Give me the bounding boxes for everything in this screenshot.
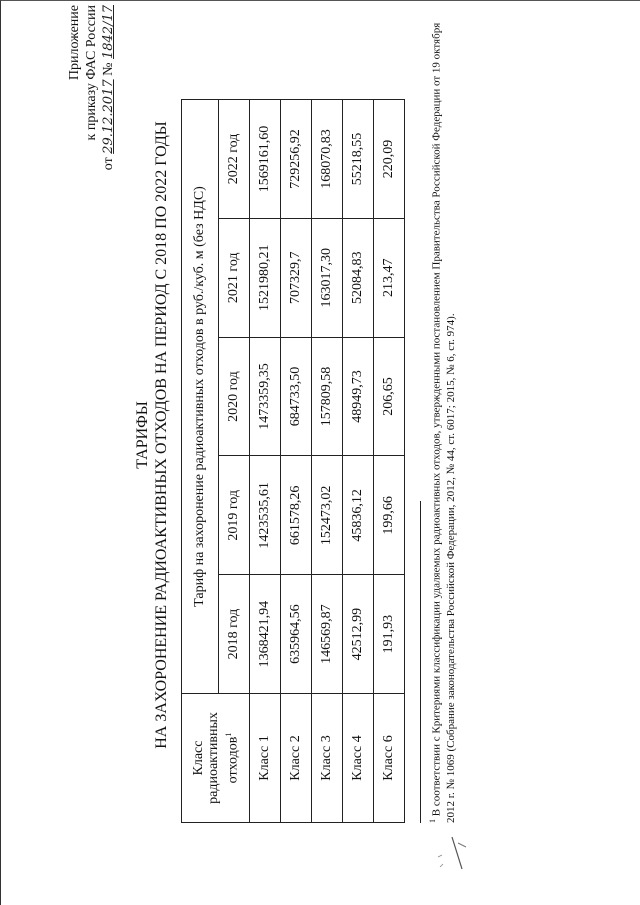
tariff-table	[181, 99, 405, 823]
appendix-number-label: №	[101, 62, 116, 76]
year-header: 2022 год	[219, 100, 250, 219]
tariff-cell: 213,47	[374, 218, 405, 337]
year-header: 2019 год	[219, 456, 250, 575]
title-line-1: ТАРИФЫ	[134, 401, 151, 469]
year-header: 2018 год	[219, 575, 250, 694]
pen-stroke-mark	[458, 843, 466, 847]
tariff-cell: 206,65	[374, 337, 405, 456]
tariff-cell: 157809,58	[312, 337, 343, 456]
footnote	[426, 17, 458, 823]
scan-speck-mark	[438, 855, 443, 867]
appendix-number: 1842/17	[101, 5, 116, 60]
class-header-line-1: Класс	[190, 740, 206, 776]
tariff-cell: 163017,30	[312, 218, 343, 337]
tariff-cell: 1473359,35	[250, 337, 281, 456]
tariff-group-header: Тариф на захоронение радиоактивных отходов в руб./куб. м (без НДС)	[182, 100, 219, 694]
tariff-cell: 45836,12	[343, 456, 374, 575]
tariff-cell: 1368421,94	[250, 575, 281, 694]
tariff-cell: 220,09	[374, 100, 405, 219]
class-header-footnote-mark: 1	[223, 732, 233, 737]
table-row	[250, 100, 281, 823]
tariff-cell: 1569161,60	[250, 100, 281, 219]
row-class-label: Класс 1	[250, 694, 281, 823]
table-row	[343, 100, 374, 823]
table-row	[312, 100, 343, 823]
document-title	[133, 55, 171, 815]
appendix-block	[66, 5, 117, 185]
tariff-cell: 55218,55	[343, 100, 374, 219]
appendix-date-line	[100, 5, 117, 185]
row-class-label: Класс 3	[312, 694, 343, 823]
tariff-cell: 707329,7	[281, 218, 312, 337]
appendix-date: 29.12.2017	[101, 79, 116, 154]
appendix-title: Приложение	[67, 5, 82, 81]
scan-marks	[432, 787, 472, 877]
tariff-cell: 661578,26	[281, 456, 312, 575]
class-header-line-3: отходов	[225, 736, 241, 784]
row-class-label: Класс 4	[343, 694, 374, 823]
title-line-2: НА ЗАХОРОНЕНИЕ РАДИОАКТИВНЫХ ОТХОДОВ НА ПЕРИОД С 2018 ПО 2022 ГОДЫ	[153, 121, 170, 749]
tariff-cell: 191,93	[374, 575, 405, 694]
pen-stroke-mark	[452, 837, 462, 869]
row-class-label: Класс 2	[281, 694, 312, 823]
class-header-line-2: радиоактивных	[205, 712, 221, 804]
tariff-cell: 146569,87	[312, 575, 343, 694]
appendix-from-label: от	[101, 157, 116, 171]
appendix-order: к приказу ФАС России	[84, 5, 99, 141]
row-class-label: Класс 6	[374, 694, 405, 823]
tariff-cell: 729256,92	[281, 100, 312, 219]
tariff-cell: 684733,50	[281, 337, 312, 456]
tariff-cell: 1521980,21	[250, 218, 281, 337]
tariff-cell: 42512,99	[343, 575, 374, 694]
tariff-cell: 48949,73	[343, 337, 374, 456]
tariff-cell: 52084,83	[343, 218, 374, 337]
year-header: 2021 год	[219, 218, 250, 337]
tariff-cell: 199,66	[374, 456, 405, 575]
tariff-cell: 152473,02	[312, 456, 343, 575]
class-column-header	[182, 694, 250, 823]
year-header: 2020 год	[219, 337, 250, 456]
table-row	[374, 100, 405, 823]
tariff-cell: 1423535,61	[250, 456, 281, 575]
footnote-text: В соответствии с Критериями классификации удаляемых радиоактивных отходов, утвержденными постановлением Правительства Российской Федерации от 19 октября 2012 г. № 1069 (Собрание законодательства Российской Федерации, 2012, № 44, ст. 6017; 2015, № 6, ст. 974).	[430, 22, 457, 823]
table-row	[281, 100, 312, 823]
footnote-mark: 1	[428, 819, 437, 823]
footnote-divider	[420, 501, 421, 823]
tariff-cell: 635964,56	[281, 575, 312, 694]
tariff-cell: 168070,83	[312, 100, 343, 219]
